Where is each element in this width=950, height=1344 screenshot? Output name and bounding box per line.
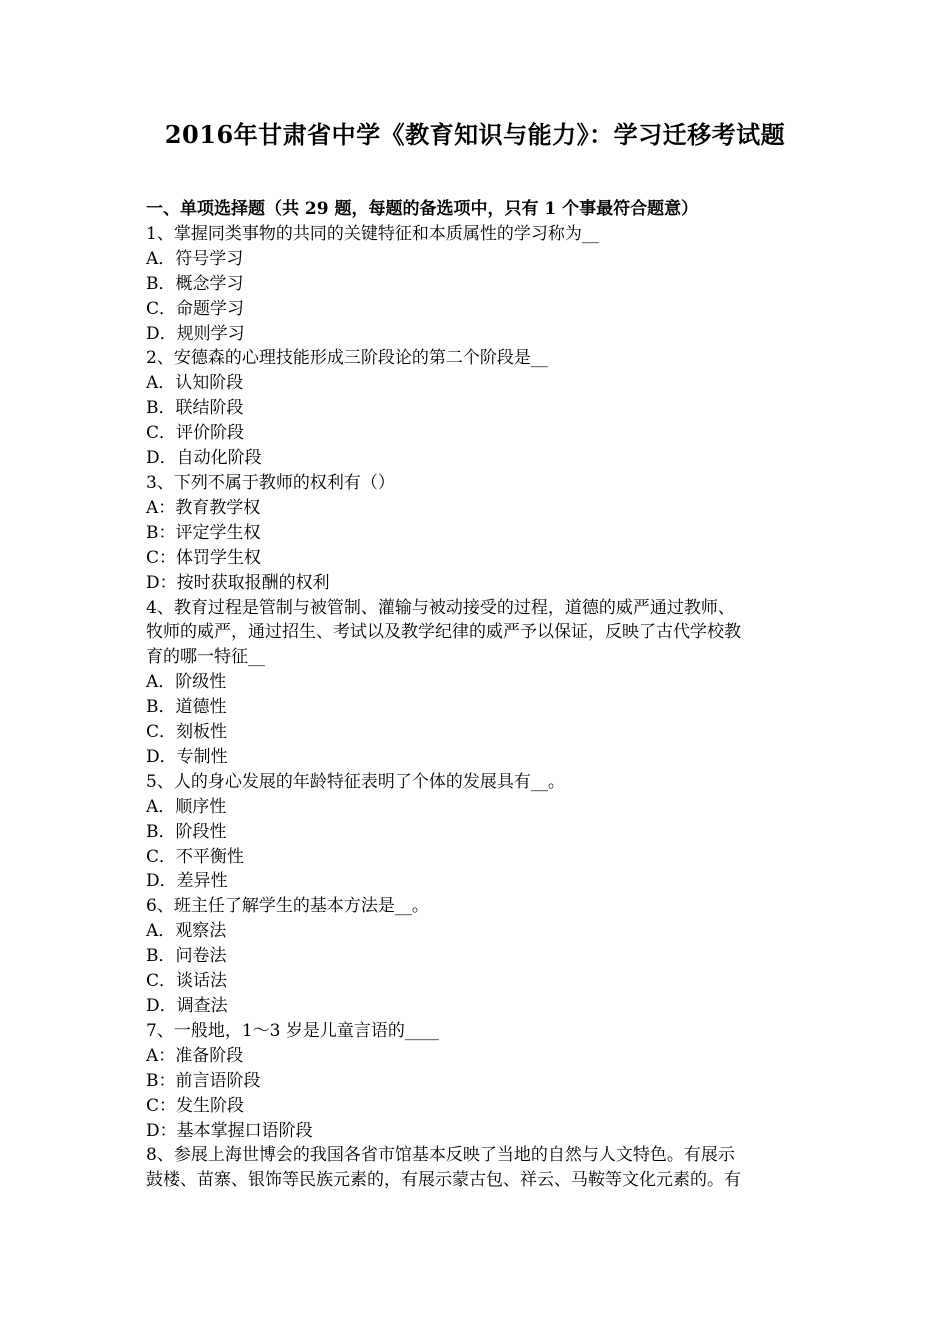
option-b: B．概念学习: [146, 273, 244, 294]
question-3: [146, 471, 826, 596]
question-1: [146, 222, 826, 347]
question-6: [146, 894, 826, 1019]
option-a: A．观察法: [146, 921, 227, 942]
question-text: 2、安德森的心理技能形成三阶段论的第二个阶段是__: [146, 348, 548, 369]
option-d: D．自动化阶段: [146, 448, 262, 469]
option-b: B．阶段性: [146, 821, 227, 842]
option-b: B：前言语阶段: [146, 1070, 261, 1091]
option-b: B．道德性: [146, 697, 227, 718]
option-d: D．规则学习: [146, 323, 245, 344]
question-text: 育的哪一特征__: [146, 647, 265, 668]
option-b: B．联结阶段: [146, 398, 244, 419]
question-text: 6、班主任了解学生的基本方法是__。: [146, 896, 429, 917]
question-5: [146, 770, 826, 895]
question-text: 7、一般地，1～3 岁是儿童言语的____: [146, 1020, 439, 1041]
question-list: [146, 197, 826, 1193]
section-heading: 一、单项选择题（共 29 题，每题的备选项中，只有 1 个事最符合题意）: [146, 199, 699, 219]
question-7: [146, 1019, 826, 1144]
option-b: B：评定学生权: [146, 522, 261, 543]
question-text: 3、下列不属于教师的权利有（）: [146, 472, 395, 493]
question-text: 8、参展上海世博会的我国各省市馆基本反映了当地的自然与人文特色。有展示: [146, 1145, 735, 1166]
option-a: A．符号学习: [146, 248, 244, 269]
question-text: 鼓楼、苗寨、银饰等民族元素的，有展示蒙古包、祥云、马鞍等文化元素的。有: [146, 1170, 741, 1191]
option-d: D．专制性: [146, 746, 228, 767]
question-text: 牧师的威严，通过招生、考试以及教学纪律的威严予以保证，反映了古代学校教: [146, 622, 741, 643]
option-d: D．差异性: [146, 871, 228, 892]
option-c: C：发生阶段: [146, 1095, 245, 1116]
option-c: C：体罚学生权: [146, 547, 262, 568]
question-text: 5、人的身心发展的年龄特征表明了个体的发展具有__。: [146, 771, 565, 792]
question-text: 4、教育过程是管制与被管制、灌输与被动接受的过程，道德的威严通过教师、: [146, 597, 735, 618]
question-text: 1、掌握同类事物的共同的关键特征和本质属性的学习称为__: [146, 223, 599, 244]
option-d: D：基本掌握口语阶段: [146, 1120, 313, 1141]
question-8: [146, 1143, 826, 1193]
option-d: D：按时获取报酬的权利: [146, 572, 330, 593]
option-a: A．认知阶段: [146, 373, 244, 394]
option-c: C．评价阶段: [146, 423, 245, 444]
option-a: A：教育教学权: [146, 497, 261, 518]
option-c: C．谈话法: [146, 971, 228, 992]
option-c: C．刻板性: [146, 722, 228, 743]
option-c: C．不平衡性: [146, 846, 245, 867]
option-a: A．阶级性: [146, 672, 227, 693]
option-d: D．调查法: [146, 996, 228, 1016]
question-2: [146, 346, 826, 471]
page-title: 2016年甘肃省中学《教育知识与能力》：学习迁移考试题: [164, 120, 786, 149]
option-b: B．问卷法: [146, 946, 227, 967]
question-4: [146, 596, 826, 770]
option-a: A：准备阶段: [146, 1045, 244, 1066]
option-a: A．顺序性: [146, 796, 227, 817]
option-c: C．命题学习: [146, 298, 245, 319]
